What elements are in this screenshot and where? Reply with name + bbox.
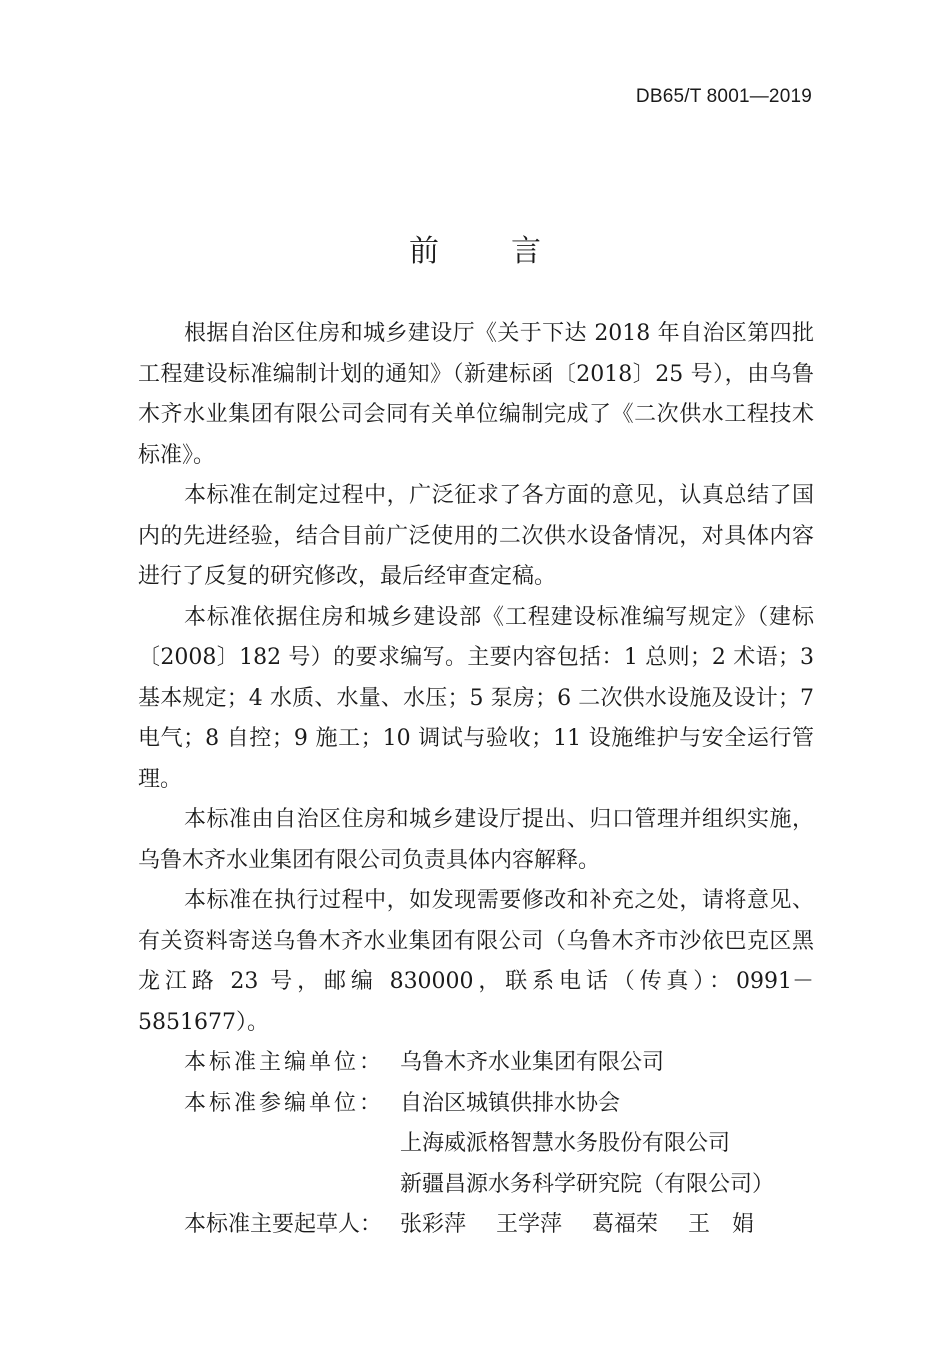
participating-units-values bbox=[400, 1084, 814, 1206]
drafter-name-2: 王学萍 bbox=[496, 1212, 563, 1237]
drafters-label: 本标准主要起草人： bbox=[184, 1212, 383, 1237]
participating-units-label: 本标准参编单位： bbox=[184, 1090, 385, 1116]
participating-unit-3: 新疆昌源水务科学研究院（有限公司） bbox=[400, 1171, 775, 1197]
drafter-name-4: 王 娟 bbox=[688, 1212, 755, 1237]
participating-unit-2: 上海威派格智慧水务股份有限公司 bbox=[400, 1131, 731, 1156]
participating-unit-1: 自治区城镇供排水协会 bbox=[400, 1090, 621, 1116]
chief-unit-row bbox=[138, 1043, 814, 1084]
drafter-name-3: 葛福荣 bbox=[592, 1212, 659, 1237]
chief-unit-label: 本标准主编单位： bbox=[184, 1050, 385, 1075]
editing-units bbox=[138, 1043, 814, 1246]
document-body bbox=[138, 314, 814, 1246]
chief-unit-values bbox=[400, 1043, 814, 1084]
document-code: DB65/T 8001—2019 bbox=[635, 86, 812, 107]
chief-unit-value: 乌鲁木齐水业集团有限公司 bbox=[400, 1050, 665, 1075]
paragraph-1: 根据自治区住房和城乡建设厅《关于下达 2018 年自治区第四批工程建设标准编制计划的通知》（新建标函〔2018〕25 号），由乌鲁木齐水业集团有限公司会同有关单位编制完成了《二次供水工程技术标准》。 bbox=[138, 321, 814, 468]
paragraph-3: 本标准依据住房和城乡建设部《工程建设标准编写规定》（建标〔2008〕182 号）的要求编写。主要内容包括：1 总则；2 术语；3 基本规定；4 水质、水量、水压；5 泵房；6 二次供水设施及设计；7 电气；8 自控；9 施工；10 调试与验收；11 设施维护与安全运行管理。 bbox=[138, 604, 814, 792]
drafters-values bbox=[400, 1205, 814, 1246]
paragraph-5: 本标准在执行过程中，如发现需要修改和补充之处，请将意见、有关资料寄送乌鲁木齐水业集团有限公司（乌鲁木齐市沙依巴克区黑龙江路 23 号，邮编 830000，联系电话（传真）：0991－5851677）。 bbox=[138, 888, 814, 1035]
drafters-list bbox=[400, 1205, 754, 1246]
drafters-row bbox=[138, 1205, 814, 1246]
paragraph-2: 本标准在制定过程中，广泛征求了各方面的意见，认真总结了国内的先进经验，结合目前广泛使用的二次供水设备情况，对具体内容进行了反复的研究修改，最后经审查定稿。 bbox=[138, 483, 814, 589]
page-title: 前言 bbox=[409, 234, 613, 269]
participating-units-row bbox=[138, 1084, 814, 1206]
drafter-name-1: 张彩萍 bbox=[400, 1212, 467, 1237]
paragraph-4: 本标准由自治区住房和城乡建设厅提出、归口管理并组织实施，乌鲁木齐水业集团有限公司负责具体内容解释。 bbox=[138, 807, 814, 873]
